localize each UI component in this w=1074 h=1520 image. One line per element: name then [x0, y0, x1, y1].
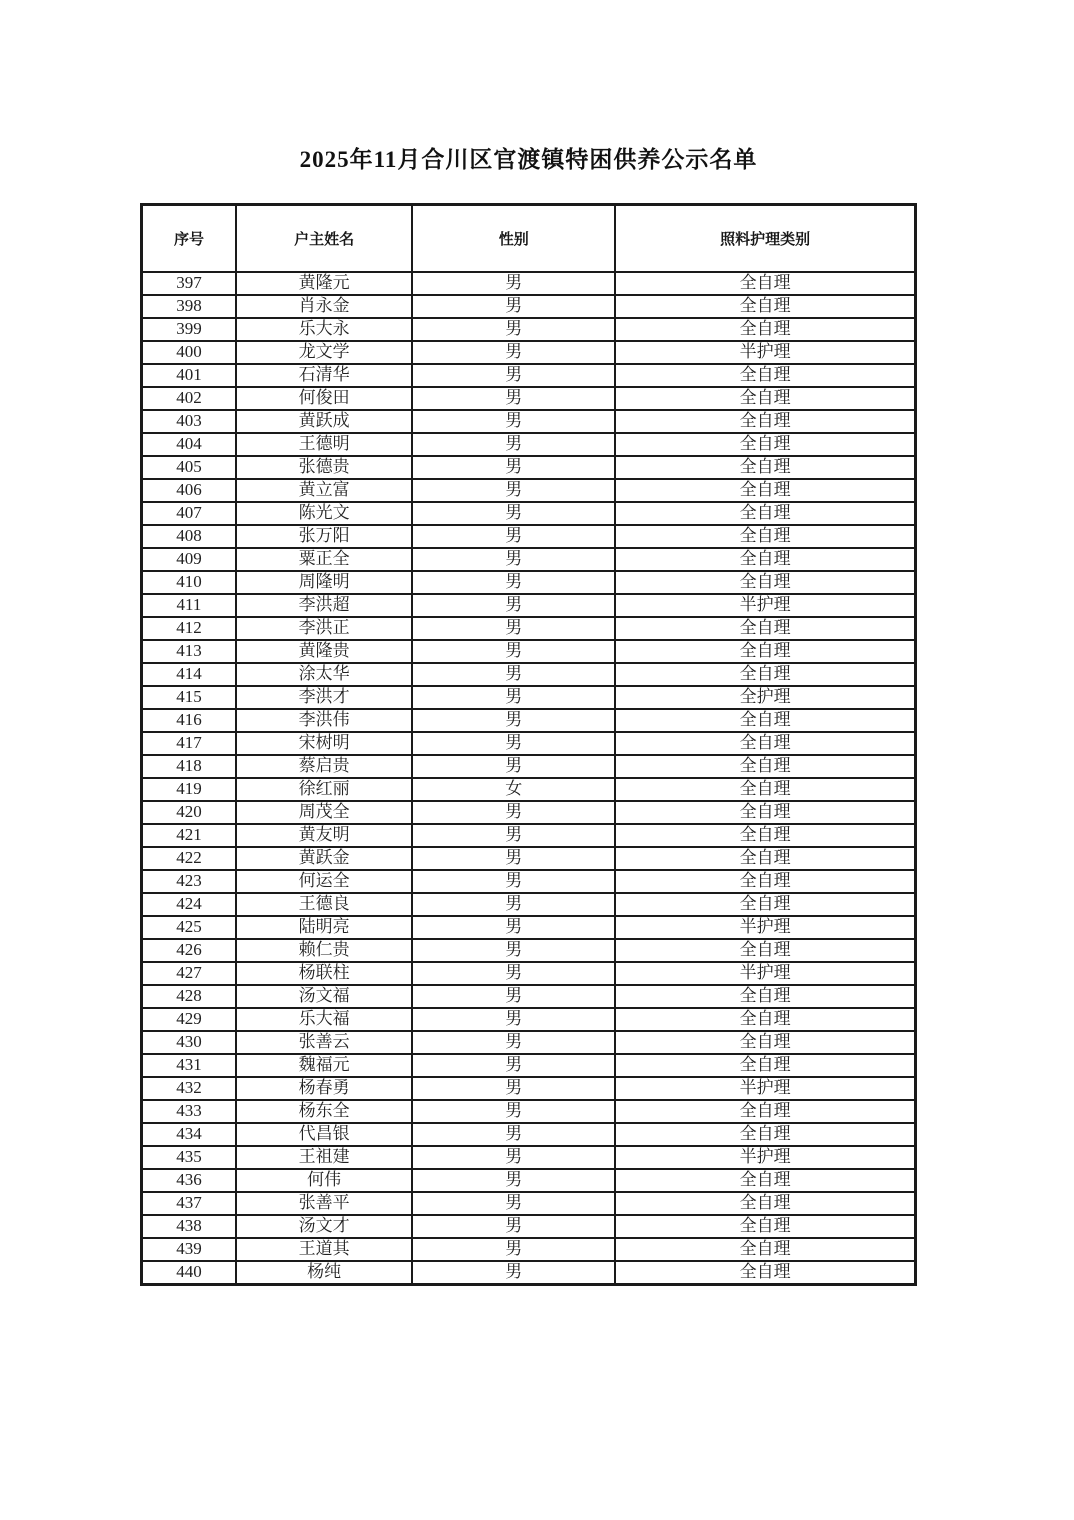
table-row	[142, 870, 916, 893]
cell-gender: 男	[412, 341, 615, 364]
cell-name: 张万阳	[236, 525, 412, 548]
cell-name: 张善云	[236, 1031, 412, 1054]
table-row	[142, 387, 916, 410]
cell-care-type: 全自理	[615, 1238, 915, 1261]
table-row	[142, 732, 916, 755]
table-row	[142, 502, 916, 525]
cell-seq: 403	[142, 410, 236, 433]
page-title: 2025年11月合川区官渡镇特困供养公示名单	[299, 147, 758, 172]
cell-name: 黄跃成	[236, 410, 412, 433]
cell-seq: 433	[142, 1100, 236, 1123]
table-row	[142, 272, 916, 295]
table-row	[142, 709, 916, 732]
cell-gender: 女	[412, 778, 615, 801]
roster-table	[140, 203, 917, 1286]
table-row	[142, 801, 916, 824]
cell-care-type: 全自理	[615, 778, 915, 801]
table-row	[142, 1100, 916, 1123]
cell-name: 汤文福	[236, 985, 412, 1008]
cell-care-type: 全自理	[615, 295, 915, 318]
table-row	[142, 341, 916, 364]
table-row	[142, 1031, 916, 1054]
cell-care-type: 全自理	[615, 1192, 915, 1215]
cell-care-type: 全自理	[615, 525, 915, 548]
cell-name: 王祖建	[236, 1146, 412, 1169]
cell-gender: 男	[412, 617, 615, 640]
cell-seq: 427	[142, 962, 236, 985]
table-row	[142, 985, 916, 1008]
cell-seq: 437	[142, 1192, 236, 1215]
cell-name: 陆明亮	[236, 916, 412, 939]
cell-seq: 416	[142, 709, 236, 732]
cell-care-type: 全自理	[615, 318, 915, 341]
cell-gender: 男	[412, 1123, 615, 1146]
cell-seq: 418	[142, 755, 236, 778]
cell-seq: 438	[142, 1215, 236, 1238]
table-row	[142, 433, 916, 456]
cell-gender: 男	[412, 571, 615, 594]
cell-care-type: 半护理	[615, 916, 915, 939]
cell-name: 张德贵	[236, 456, 412, 479]
cell-gender: 男	[412, 410, 615, 433]
cell-name: 乐大福	[236, 1008, 412, 1031]
cell-name: 黄跃金	[236, 847, 412, 870]
table-row	[142, 1238, 916, 1261]
cell-gender: 男	[412, 755, 615, 778]
cell-name: 李洪正	[236, 617, 412, 640]
table-row	[142, 847, 916, 870]
cell-seq: 417	[142, 732, 236, 755]
cell-gender: 男	[412, 295, 615, 318]
cell-name: 代昌银	[236, 1123, 412, 1146]
column-header-gender: 性别	[412, 205, 615, 273]
table-row	[142, 456, 916, 479]
cell-gender: 男	[412, 1261, 615, 1285]
table-row	[142, 686, 916, 709]
cell-seq: 429	[142, 1008, 236, 1031]
cell-care-type: 半护理	[615, 1146, 915, 1169]
cell-gender: 男	[412, 663, 615, 686]
cell-name: 李洪才	[236, 686, 412, 709]
cell-seq: 408	[142, 525, 236, 548]
cell-seq: 401	[142, 364, 236, 387]
table-row	[142, 1008, 916, 1031]
cell-name: 徐红丽	[236, 778, 412, 801]
cell-care-type: 全自理	[615, 548, 915, 571]
cell-name: 石清华	[236, 364, 412, 387]
table-row	[142, 1054, 916, 1077]
cell-gender: 男	[412, 1169, 615, 1192]
cell-seq: 398	[142, 295, 236, 318]
cell-care-type: 全自理	[615, 985, 915, 1008]
cell-name: 张善平	[236, 1192, 412, 1215]
cell-gender: 男	[412, 272, 615, 295]
cell-seq: 410	[142, 571, 236, 594]
cell-care-type: 全自理	[615, 502, 915, 525]
cell-gender: 男	[412, 1192, 615, 1215]
cell-gender: 男	[412, 502, 615, 525]
cell-care-type: 全自理	[615, 801, 915, 824]
table-row	[142, 1123, 916, 1146]
cell-gender: 男	[412, 456, 615, 479]
cell-name: 魏福元	[236, 1054, 412, 1077]
cell-gender: 男	[412, 1215, 615, 1238]
cell-seq: 425	[142, 916, 236, 939]
column-header-name: 户主姓名	[236, 205, 412, 273]
cell-seq: 430	[142, 1031, 236, 1054]
header-row	[142, 205, 916, 273]
cell-care-type: 全自理	[615, 1169, 915, 1192]
cell-seq: 411	[142, 594, 236, 617]
table-row	[142, 479, 916, 502]
cell-gender: 男	[412, 824, 615, 847]
cell-seq: 421	[142, 824, 236, 847]
cell-seq: 436	[142, 1169, 236, 1192]
cell-seq: 407	[142, 502, 236, 525]
cell-gender: 男	[412, 479, 615, 502]
cell-name: 汤文才	[236, 1215, 412, 1238]
cell-name: 王德明	[236, 433, 412, 456]
table-row	[142, 364, 916, 387]
cell-gender: 男	[412, 962, 615, 985]
document-page	[140, 0, 917, 1286]
cell-seq: 406	[142, 479, 236, 502]
cell-gender: 男	[412, 1100, 615, 1123]
cell-name: 粟正全	[236, 548, 412, 571]
table-row	[142, 663, 916, 686]
cell-gender: 男	[412, 1238, 615, 1261]
cell-gender: 男	[412, 387, 615, 410]
cell-gender: 男	[412, 801, 615, 824]
cell-seq: 420	[142, 801, 236, 824]
cell-gender: 男	[412, 364, 615, 387]
cell-gender: 男	[412, 525, 615, 548]
cell-gender: 男	[412, 1146, 615, 1169]
cell-care-type: 半护理	[615, 1077, 915, 1100]
table-row	[142, 318, 916, 341]
cell-care-type: 全自理	[615, 893, 915, 916]
cell-name: 何伟	[236, 1169, 412, 1192]
table-row	[142, 962, 916, 985]
cell-gender: 男	[412, 916, 615, 939]
cell-gender: 男	[412, 1031, 615, 1054]
cell-name: 杨东全	[236, 1100, 412, 1123]
cell-gender: 男	[412, 640, 615, 663]
cell-care-type: 全自理	[615, 1100, 915, 1123]
cell-name: 李洪超	[236, 594, 412, 617]
table-row	[142, 617, 916, 640]
cell-seq: 426	[142, 939, 236, 962]
cell-gender: 男	[412, 594, 615, 617]
cell-gender: 男	[412, 732, 615, 755]
cell-name: 何俊田	[236, 387, 412, 410]
cell-gender: 男	[412, 985, 615, 1008]
cell-gender: 男	[412, 1077, 615, 1100]
cell-care-type: 全自理	[615, 663, 915, 686]
cell-name: 黄友明	[236, 824, 412, 847]
cell-name: 赖仁贵	[236, 939, 412, 962]
cell-name: 何运全	[236, 870, 412, 893]
cell-name: 杨联柱	[236, 962, 412, 985]
table-row	[142, 1215, 916, 1238]
table-row	[142, 1077, 916, 1100]
cell-care-type: 全自理	[615, 1215, 915, 1238]
cell-seq: 413	[142, 640, 236, 663]
cell-seq: 423	[142, 870, 236, 893]
cell-care-type: 全自理	[615, 709, 915, 732]
cell-name: 周隆明	[236, 571, 412, 594]
cell-care-type: 全自理	[615, 410, 915, 433]
cell-care-type: 全护理	[615, 686, 915, 709]
cell-care-type: 全自理	[615, 755, 915, 778]
table-row	[142, 1146, 916, 1169]
cell-name: 宋树明	[236, 732, 412, 755]
cell-name: 杨春勇	[236, 1077, 412, 1100]
table-row	[142, 571, 916, 594]
table-row	[142, 824, 916, 847]
column-header-seq: 序号	[142, 205, 236, 273]
cell-gender: 男	[412, 686, 615, 709]
cell-name: 杨纯	[236, 1261, 412, 1285]
table-row	[142, 548, 916, 571]
table-row	[142, 939, 916, 962]
table-row	[142, 594, 916, 617]
cell-care-type: 半护理	[615, 962, 915, 985]
cell-name: 周茂全	[236, 801, 412, 824]
cell-name: 肖永金	[236, 295, 412, 318]
cell-care-type: 半护理	[615, 341, 915, 364]
cell-seq: 428	[142, 985, 236, 1008]
cell-gender: 男	[412, 318, 615, 341]
cell-seq: 434	[142, 1123, 236, 1146]
cell-seq: 431	[142, 1054, 236, 1077]
table-row	[142, 1192, 916, 1215]
cell-seq: 397	[142, 272, 236, 295]
cell-gender: 男	[412, 1008, 615, 1031]
cell-gender: 男	[412, 870, 615, 893]
cell-seq: 422	[142, 847, 236, 870]
cell-name: 李洪伟	[236, 709, 412, 732]
cell-seq: 405	[142, 456, 236, 479]
cell-care-type: 全自理	[615, 1031, 915, 1054]
cell-gender: 男	[412, 709, 615, 732]
cell-care-type: 半护理	[615, 594, 915, 617]
table-row	[142, 755, 916, 778]
cell-care-type: 全自理	[615, 364, 915, 387]
cell-name: 蔡启贵	[236, 755, 412, 778]
cell-seq: 412	[142, 617, 236, 640]
cell-care-type: 全自理	[615, 870, 915, 893]
table-row	[142, 778, 916, 801]
cell-care-type: 全自理	[615, 433, 915, 456]
cell-gender: 男	[412, 548, 615, 571]
cell-care-type: 全自理	[615, 1054, 915, 1077]
cell-care-type: 全自理	[615, 1261, 915, 1285]
cell-seq: 432	[142, 1077, 236, 1100]
table-row	[142, 410, 916, 433]
table-row	[142, 525, 916, 548]
cell-seq: 439	[142, 1238, 236, 1261]
column-header-care-type: 照料护理类别	[615, 205, 915, 273]
table-row	[142, 295, 916, 318]
cell-gender: 男	[412, 847, 615, 870]
cell-seq: 402	[142, 387, 236, 410]
cell-seq: 440	[142, 1261, 236, 1285]
table-row	[142, 1169, 916, 1192]
cell-care-type: 全自理	[615, 479, 915, 502]
cell-care-type: 全自理	[615, 1008, 915, 1031]
cell-seq: 400	[142, 341, 236, 364]
cell-care-type: 全自理	[615, 824, 915, 847]
cell-gender: 男	[412, 433, 615, 456]
cell-care-type: 全自理	[615, 640, 915, 663]
cell-name: 黄隆贵	[236, 640, 412, 663]
cell-care-type: 全自理	[615, 617, 915, 640]
cell-seq: 414	[142, 663, 236, 686]
cell-name: 黄立富	[236, 479, 412, 502]
cell-gender: 男	[412, 1054, 615, 1077]
cell-seq: 409	[142, 548, 236, 571]
cell-gender: 男	[412, 893, 615, 916]
cell-name: 龙文学	[236, 341, 412, 364]
cell-care-type: 全自理	[615, 732, 915, 755]
cell-care-type: 全自理	[615, 1123, 915, 1146]
cell-name: 陈光文	[236, 502, 412, 525]
cell-name: 王德良	[236, 893, 412, 916]
cell-care-type: 全自理	[615, 847, 915, 870]
cell-seq: 419	[142, 778, 236, 801]
table-row	[142, 893, 916, 916]
cell-seq: 424	[142, 893, 236, 916]
cell-name: 黄隆元	[236, 272, 412, 295]
cell-gender: 男	[412, 939, 615, 962]
table-row	[142, 640, 916, 663]
table-row	[142, 916, 916, 939]
cell-seq: 415	[142, 686, 236, 709]
table-row	[142, 1261, 916, 1285]
cell-name: 乐大永	[236, 318, 412, 341]
cell-care-type: 全自理	[615, 456, 915, 479]
cell-seq: 435	[142, 1146, 236, 1169]
cell-name: 涂太华	[236, 663, 412, 686]
cell-care-type: 全自理	[615, 571, 915, 594]
cell-care-type: 全自理	[615, 272, 915, 295]
cell-seq: 399	[142, 318, 236, 341]
cell-name: 王道其	[236, 1238, 412, 1261]
cell-care-type: 全自理	[615, 387, 915, 410]
cell-seq: 404	[142, 433, 236, 456]
cell-care-type: 全自理	[615, 939, 915, 962]
